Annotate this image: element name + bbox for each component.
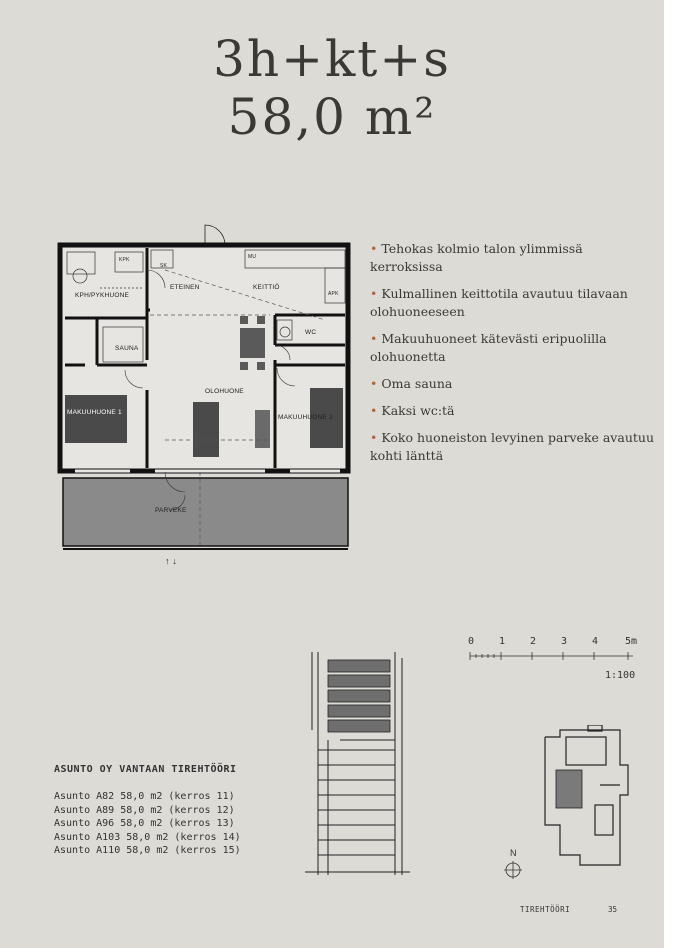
unit-list <box>54 790 241 858</box>
scale-ratio: 1:100 <box>605 670 636 681</box>
room-label-eteinen: ETEINEN <box>170 284 200 291</box>
bullet-icon: • <box>370 430 378 445</box>
floor-plan <box>55 210 355 575</box>
feature-item: • Oma sauna <box>370 376 453 391</box>
unit-item: Asunto A89 58,0 m2 (kerros 12) <box>54 804 235 816</box>
unit-item: Asunto A82 58,0 m2 (kerros 11) <box>54 791 235 802</box>
bullet-icon: • <box>370 286 378 301</box>
building-elevation <box>300 640 410 880</box>
footer-project-name: TIREHTÖÖRI <box>520 905 571 914</box>
room-label-kph: KPH/PYKHUONE <box>75 292 130 299</box>
bullet-icon: • <box>370 241 378 256</box>
entry-arrows: ↑ ↓ <box>165 556 178 566</box>
compass-icon <box>504 861 522 879</box>
feature-item: • Makuuhuoneet kätevästi eripuolilla olohuonetta <box>370 331 607 364</box>
room-label-keittio: KEITTIÖ <box>253 284 280 291</box>
fixture-kpk: KPK <box>119 257 130 263</box>
bullet-icon: • <box>370 403 378 418</box>
scale-bar <box>468 650 638 662</box>
room-label-sauna: SAUNA <box>115 345 139 352</box>
feature-item: • Kulmallinen keittotila avautuu tilavaan olohuoneeseen <box>370 286 628 319</box>
unit-item: Asunto A103 58,0 m2 (kerros 14) <box>54 831 241 843</box>
bullet-icon: • <box>370 331 378 346</box>
page-number: 35 <box>608 905 618 914</box>
feature-list <box>370 240 655 474</box>
room-label-olohuone: OLOHUONE <box>205 388 244 395</box>
scale-tick-label: 4 <box>592 636 599 647</box>
highlighted-floors <box>328 660 390 732</box>
entry-door-swing <box>205 225 225 245</box>
unit-item: Asunto A96 58,0 m2 (kerros 13) <box>54 818 235 829</box>
site-plan <box>540 725 635 870</box>
room-label-mh1: MAKUUHUONE 1 <box>67 409 122 416</box>
dining-table <box>240 328 265 358</box>
feature-item: • Kaksi wc:tä <box>370 403 455 418</box>
wardrobe <box>255 410 270 448</box>
room-label-wc: WC <box>305 329 317 336</box>
feature-item: • Koko huoneiston levyinen parveke avautuu kohti länttä <box>370 430 655 463</box>
bed-1 <box>65 395 127 443</box>
sofa <box>193 402 219 457</box>
apartment-type-title: 3h+kt+s <box>213 30 451 88</box>
scale-tick-label: 0 <box>468 636 475 647</box>
fixture-sk: SK <box>160 263 168 269</box>
feature-item: • Tehokas kolmio talon ylimmissä kerroksissa <box>370 241 583 274</box>
balcony-area <box>63 478 348 546</box>
room-label-mh2: MAKUUHUONE 2 <box>278 414 333 421</box>
unit-item: Asunto A110 58,0 m2 (kerros 15) <box>54 845 241 856</box>
apartment-area-title: 58,0 m² <box>227 88 437 146</box>
fixture-apk: APK <box>328 291 339 297</box>
scale-tick-label: 1 <box>499 636 506 647</box>
room-label-parveke: PARVEKE <box>155 507 187 514</box>
bullet-icon: • <box>370 376 378 391</box>
scale-tick-label: 2 <box>530 636 537 647</box>
housing-company-name: ASUNTO OY VANTAAN TIREHTÖÖRI <box>54 764 237 775</box>
fixture-mu: MU <box>248 254 257 260</box>
north-label: N <box>510 848 517 858</box>
apartment-location <box>556 770 582 808</box>
scale-tick-label: 3 <box>561 636 568 647</box>
scale-tick-label: 5m <box>625 636 638 647</box>
